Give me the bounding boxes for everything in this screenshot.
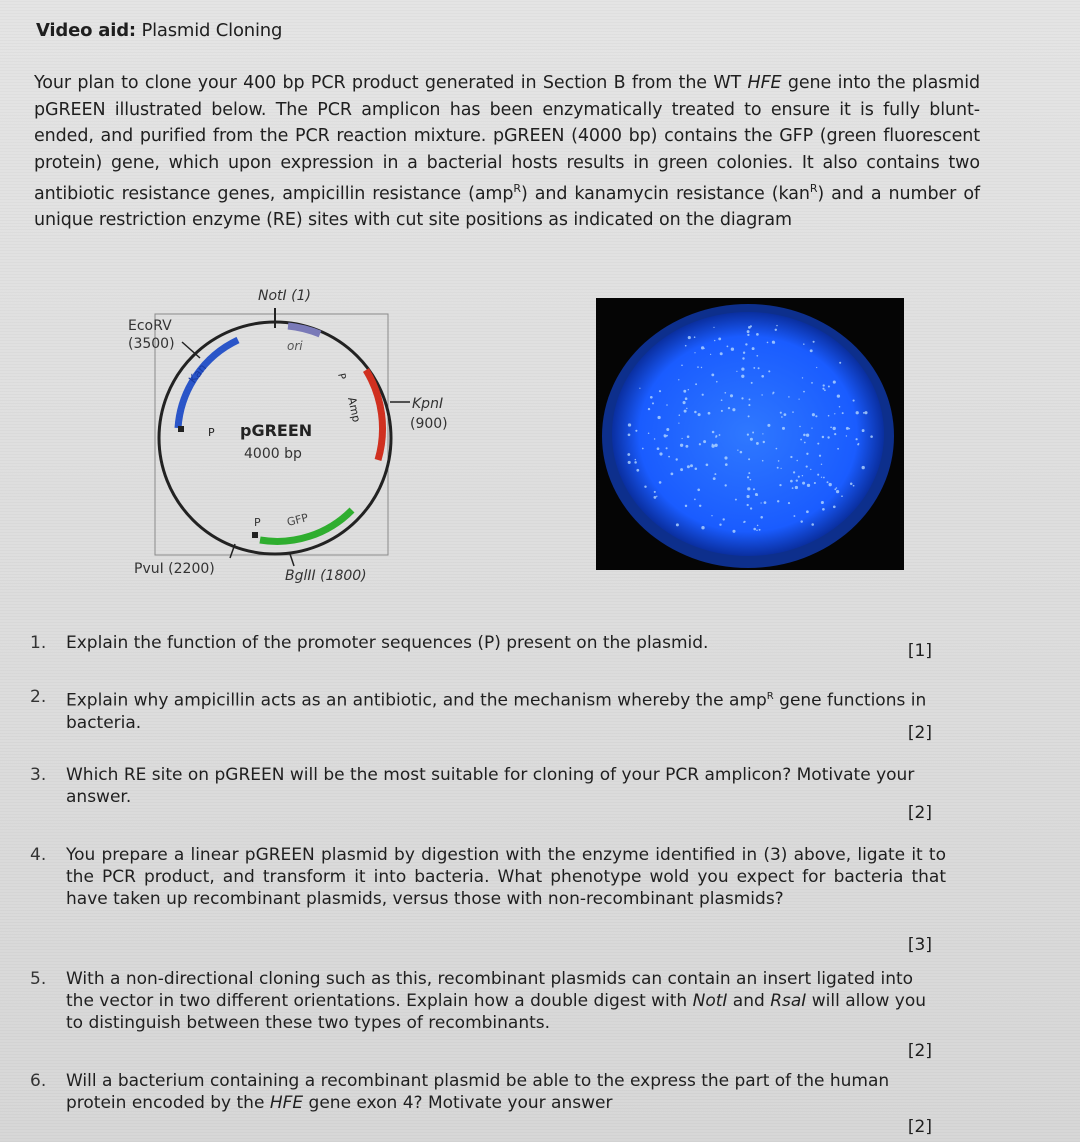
kan-promoter-label: P bbox=[208, 426, 215, 439]
intro-sup-2: R bbox=[809, 182, 818, 195]
ecorv-name: EcoRV bbox=[128, 318, 172, 334]
ori-label: ori bbox=[287, 339, 303, 353]
intro-text-2: gene into the plasmid pGREEN illustrated below. The PCR amplicon has been enzymatically treated to ensure it is fully blunt-ended, and purified from the PCR reaction mixture. pGREEN (4000 bp) contains the GFP (green fluorescent protein) gene, which upon expression in a bacterial hosts results in green colonies. It also contains two antibiotic resistance genes, ampicillin resistance (amp bbox=[34, 73, 980, 204]
intro-paragraph bbox=[34, 70, 980, 234]
intro-text-1: Your plan to clone your 400 bp PCR product generated in Section B from the WT bbox=[34, 73, 748, 93]
intro-text-4: ) and a number of unique restriction enzyme (RE) sites with cut site positions as indicated on the diagram bbox=[34, 183, 980, 231]
plasmid-name: pGREEN bbox=[240, 421, 313, 440]
title-rest: Plasmid Cloning bbox=[135, 20, 283, 41]
kpni-position: (900) bbox=[410, 416, 448, 432]
gfp-promoter-mark bbox=[252, 532, 258, 538]
question-number: 1. bbox=[30, 633, 47, 653]
pvui-label: PvuI (2200) bbox=[134, 561, 215, 577]
question-text: Explain the function of the promoter sequences (P) present on the plasmid. bbox=[66, 633, 709, 653]
question-text: Will a bacterium containing a recombinant plasmid be able to the express the part of the human protein encoded by the HFE gene exon 4? Motivate your answer bbox=[66, 1071, 890, 1113]
question-marks: [1] bbox=[907, 641, 932, 661]
question-text: Which RE site on pGREEN will be the most suitable for cloning of your PCR amplicon? Motivate your answer. bbox=[66, 765, 915, 807]
kan-label: Kan bbox=[186, 361, 210, 386]
bglii-tick bbox=[290, 554, 294, 566]
amp-gene-arc bbox=[366, 370, 383, 460]
intro-text-3: ) and kanamycin resistance (kan bbox=[520, 183, 810, 204]
ori-marker bbox=[288, 326, 320, 334]
question-marks: [2] bbox=[907, 1041, 932, 1061]
gfp-promoter-label: P bbox=[254, 516, 261, 529]
agar-plate-photo bbox=[596, 298, 904, 570]
question-marks: [2] bbox=[907, 1117, 932, 1137]
question-text: With a non-directional cloning such as this, recombinant plasmids can contain an insert ligated into the vector in two different orientations. Explain how a double digest with NotI and RsaI will allow you to distinguish between these two types of recombinants. bbox=[66, 969, 927, 1033]
question-number: 2. bbox=[30, 687, 47, 707]
question-number: 6. bbox=[30, 1071, 47, 1091]
kpni-name: KpnI bbox=[412, 396, 444, 412]
question-marks: [2] bbox=[907, 803, 932, 823]
ecorv-position: (3500) bbox=[128, 336, 175, 352]
noti-label: NotI (1) bbox=[258, 288, 311, 304]
question-marks: [3] bbox=[907, 935, 932, 955]
gfp-label: GFP bbox=[285, 511, 310, 529]
intro-sup-1: R bbox=[513, 182, 521, 195]
bglii-label: BglII (1800) bbox=[285, 568, 367, 584]
intro-gene: HFE bbox=[747, 73, 782, 93]
kan-promoter-mark bbox=[178, 426, 184, 432]
question-number: 3. bbox=[30, 765, 47, 785]
kan-gene-arc bbox=[178, 340, 238, 428]
question-marks: [2] bbox=[907, 723, 932, 743]
amp-promoter-label: P bbox=[335, 372, 348, 381]
question-text: Explain why ampicillin acts as an antibiotic, and the mechanism whereby the amp$^R$ gene functions in bacteria. bbox=[66, 690, 927, 733]
question-number: 4. bbox=[30, 845, 47, 865]
plasmid-size: 4000 bp bbox=[244, 446, 302, 462]
plasmid-map bbox=[120, 278, 470, 588]
question-text: You prepare a linear pGREEN plasmid by digestion with the enzyme identified in (3) above, ligate it to the PCR product, and transform it into bacteria. What phenotype wold you expect for bacteria that have taken up recombinant plasmids, versus those with non-recombinant plasmids? bbox=[66, 845, 946, 909]
amp-label: Amp bbox=[345, 395, 364, 424]
page-title bbox=[36, 20, 282, 41]
title-bold: Video aid: bbox=[36, 20, 136, 41]
question-number: 5. bbox=[30, 969, 47, 989]
